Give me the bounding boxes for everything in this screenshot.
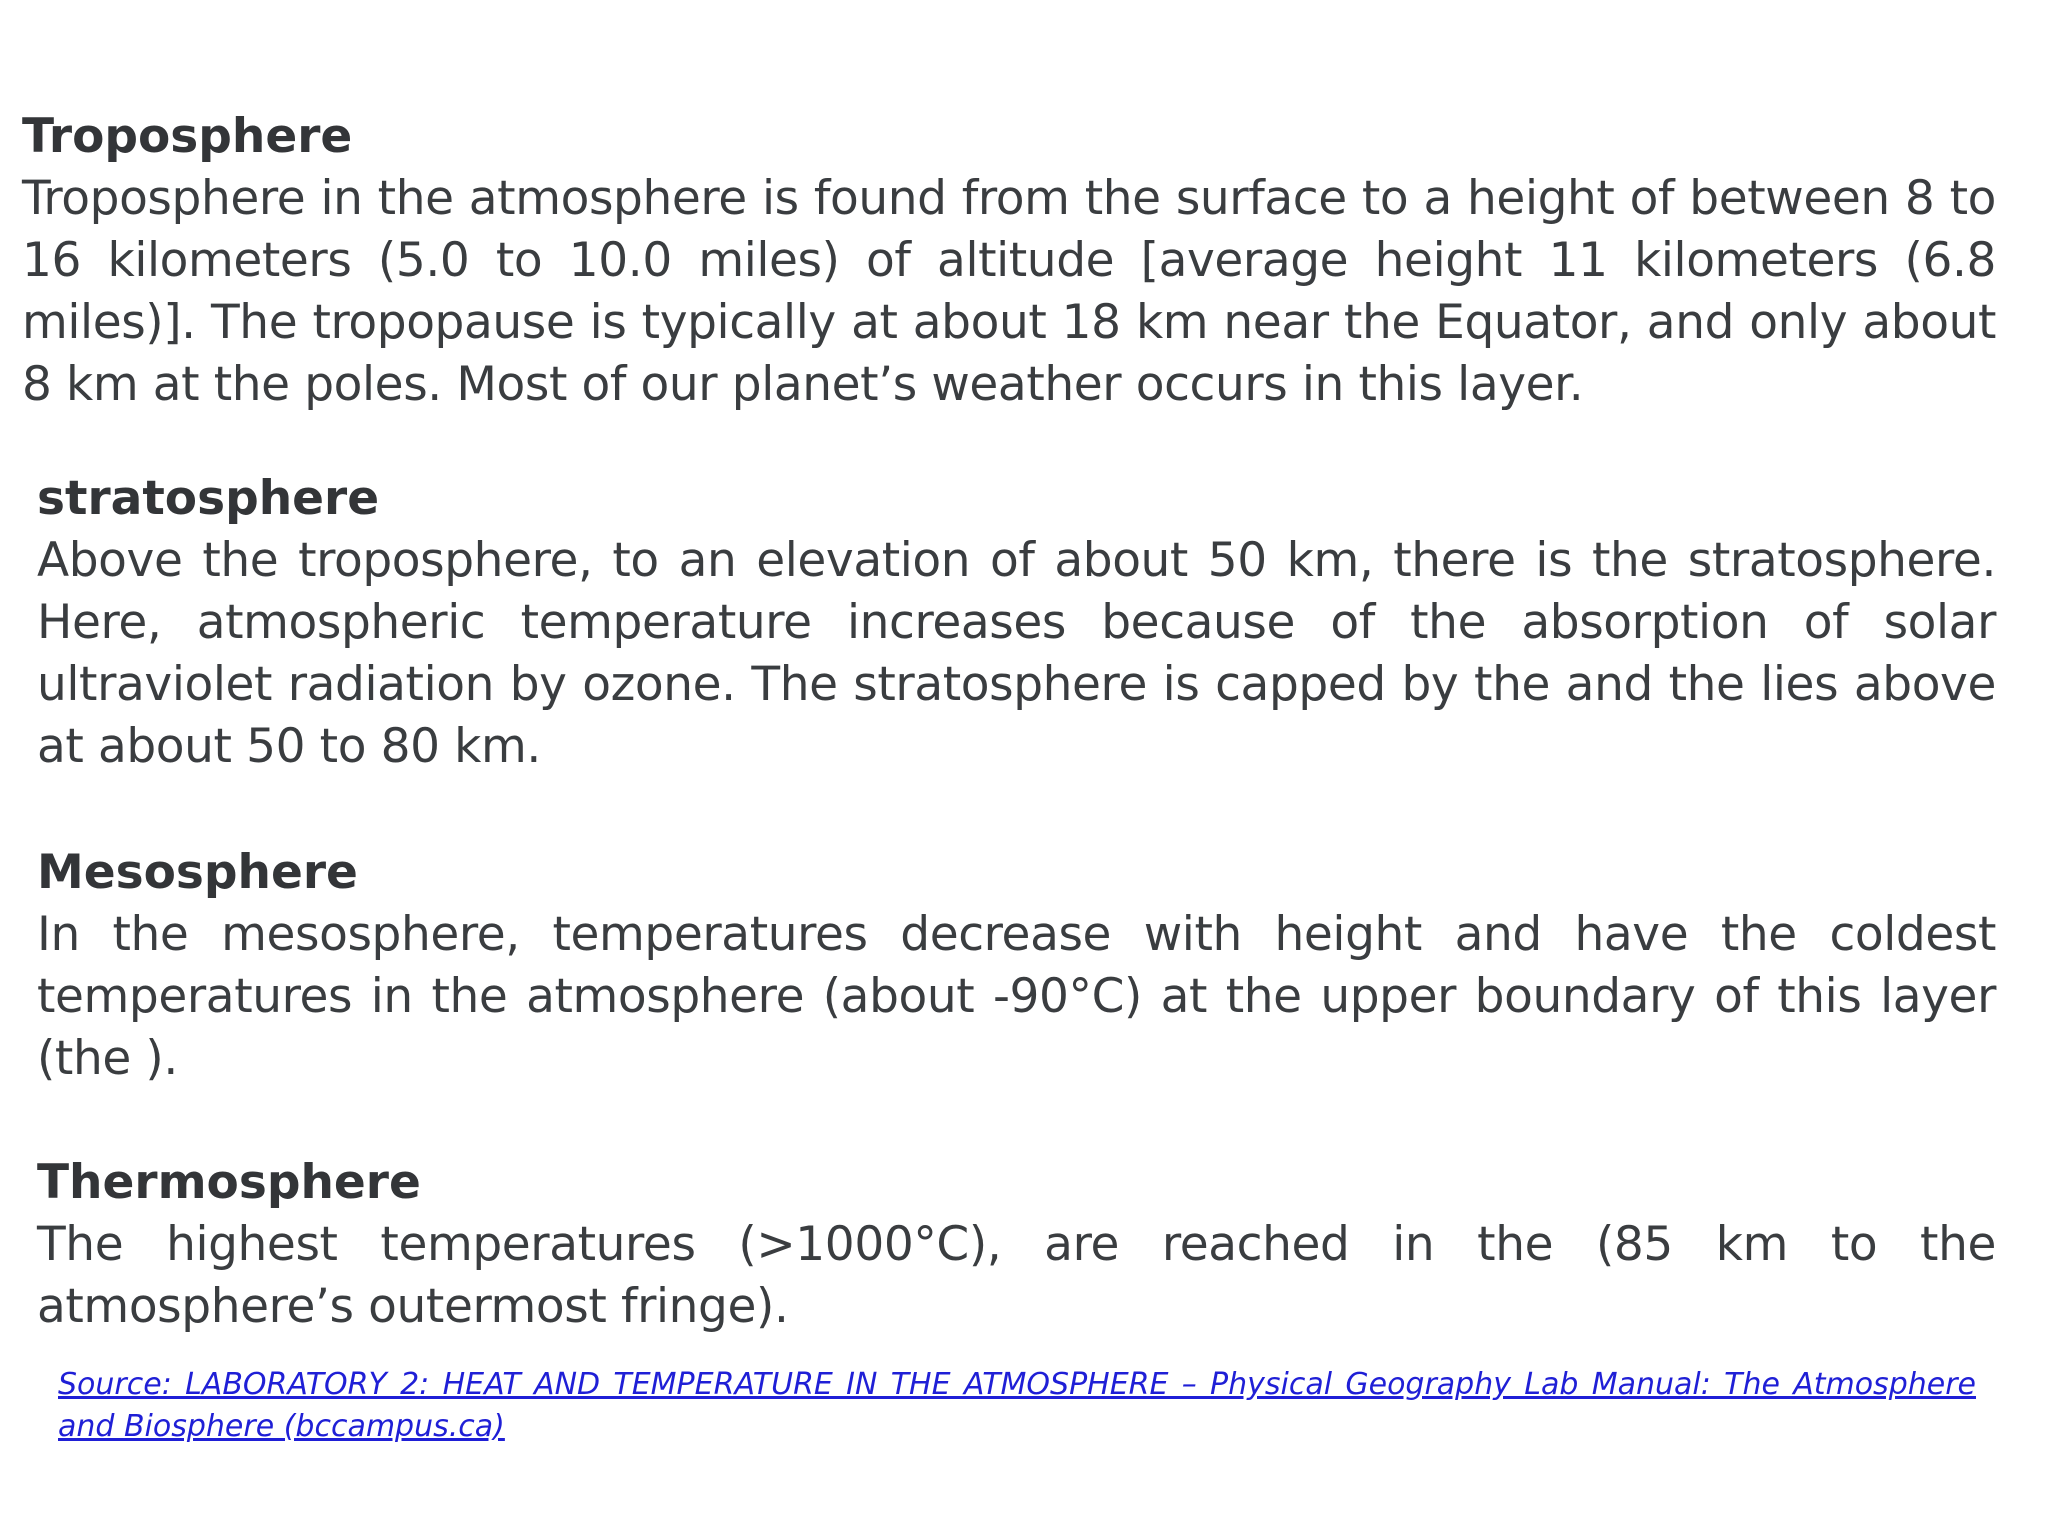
- section-troposphere: [22, 106, 1996, 416]
- heading-stratosphere: stratosphere: [37, 471, 380, 526]
- paragraph-thermosphere: The highest temperatures (>1000°C), are reached in the (85 km to the atmosphere’s outermost fringe).: [37, 1217, 1996, 1334]
- section-stratosphere: [37, 468, 1996, 778]
- heading-thermosphere: Thermosphere: [37, 1155, 421, 1210]
- paragraph-mesosphere: In the mesosphere, temperatures decrease with height and have the coldest temperatures in the atmosphere (about -90°C) at the upper boundary of this layer (the ).: [37, 907, 1996, 1086]
- paragraph-troposphere: Troposphere in the atmosphere is found from the surface to a height of between 8 to 16 kilometers (5.0 to 10.0 miles) of altitude [average height 11 kilometers (6.8 miles)]. The tropopause is typically at about 18 km near the Equator, and only about 8 km at the poles. Most of our planet’s weather occurs in this layer.: [22, 171, 1996, 412]
- heading-mesosphere: Mesosphere: [37, 845, 358, 900]
- section-mesosphere: [37, 842, 1996, 1090]
- source-citation: [58, 1364, 1976, 1448]
- heading-troposphere: Troposphere: [22, 109, 353, 164]
- source-link[interactable]: Source: LABORATORY 2: HEAT AND TEMPERATURE IN THE ATMOSPHERE – Physical Geography Lab Manual: The Atmosphere and Biosphere (bccampus.ca): [58, 1367, 1976, 1444]
- section-thermosphere: [37, 1152, 1996, 1338]
- paragraph-stratosphere: Above the troposphere, to an elevation of about 50 km, there is the stratosphere. Here, atmospheric temperature increases because of the absorption of solar ultraviolet radiation by ozone. The stratosphere is capped by the and the lies above at about 50 to 80 km.: [37, 533, 1996, 774]
